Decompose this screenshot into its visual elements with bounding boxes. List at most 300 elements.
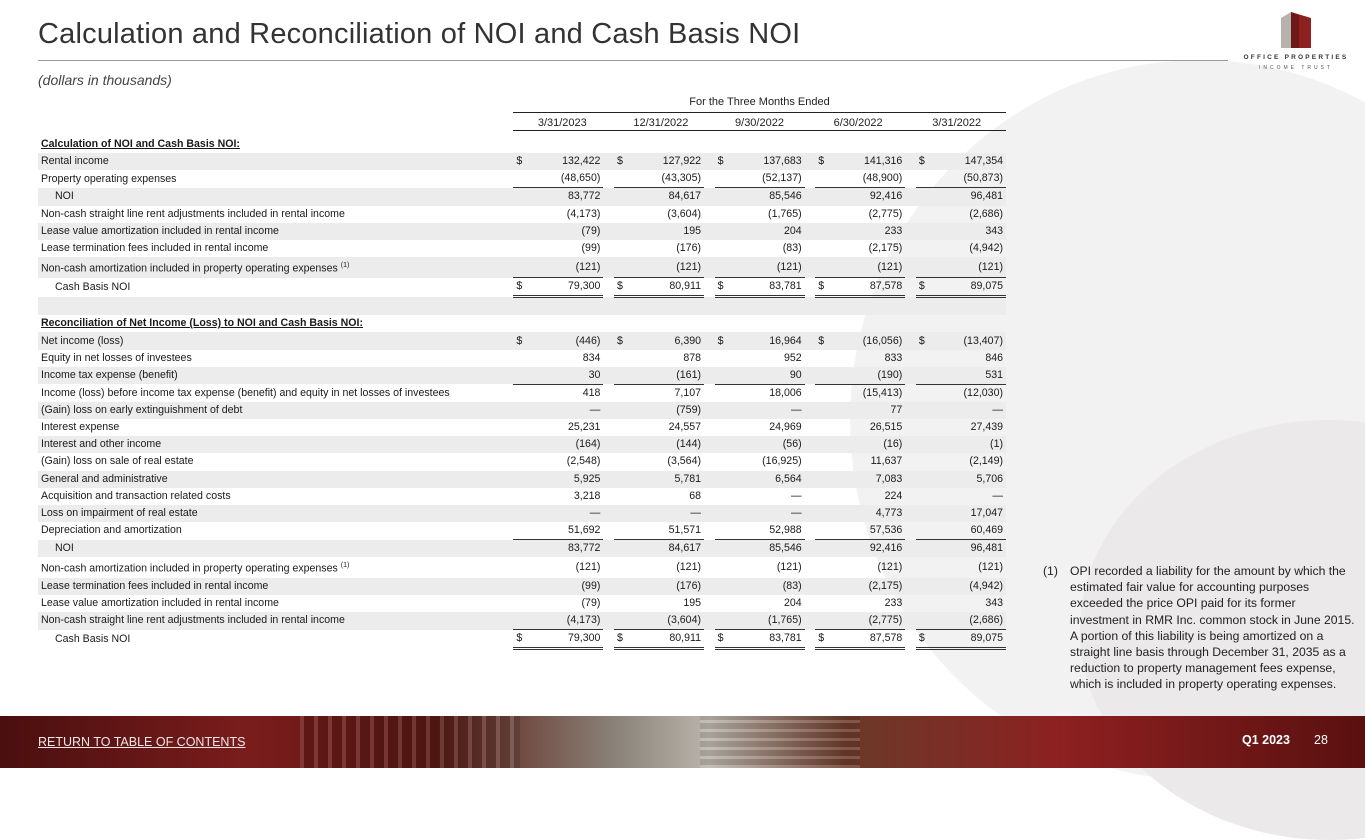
section-header-row [38,315,1006,332]
cell-value: 52,988 [769,524,802,537]
currency-symbol [916,522,931,540]
cell-value: (161) [629,367,704,385]
currency-symbol: $ [916,278,931,297]
cell-value: 30 [528,367,603,385]
row-label-text: Lease termination fees included in rental income [41,579,269,592]
cell-value: 195 [629,223,704,240]
table-row [38,153,1006,170]
row-label [38,350,503,367]
cell-value: 4,773 [830,505,905,522]
currency-symbol: $ [513,153,528,170]
currency-symbol [715,595,730,612]
cell-value: 127,922 [629,153,704,170]
cell-value: — [730,505,805,522]
cell-value: (3,604) [629,612,704,630]
currency-symbol [815,297,830,316]
currency-symbol [916,223,931,240]
currency-symbol [815,612,830,630]
currency-symbol [513,557,528,578]
row-label [38,188,503,206]
row-label-text: Lease termination fees included in rental income [41,241,269,254]
page-title: Calculation and Reconciliation of NOI and Cash Basis NOI [38,18,801,50]
currency-symbol [614,350,629,367]
cell-value: (121) [676,561,701,574]
currency-symbol [916,453,931,470]
cell-value: (13,407) [931,332,1006,349]
table-row [38,488,1006,505]
currency-symbol [916,505,931,522]
cell-value: (4,942) [931,578,1006,595]
cell-value: 79,300 [528,278,603,297]
currency-symbol [513,436,528,453]
currency-symbol [614,557,629,578]
cell-value: (121) [877,561,903,574]
cell-value: 96,481 [931,188,1006,206]
currency-symbol [715,402,730,419]
currency-symbol [715,488,730,505]
currency-symbol [916,612,931,630]
row-label [38,488,503,505]
currency-symbol [614,453,629,470]
currency-symbol [815,540,830,558]
table-row [38,402,1006,419]
currency-symbol [715,612,730,630]
row-label-text: Property operating expenses [41,172,177,185]
cell-value: 83,781 [730,630,805,649]
cell-value: (144) [629,436,704,453]
cell-value: (190) [830,367,905,385]
column-header: 3/31/2022 [932,117,982,129]
currency-symbol [815,436,830,453]
footnote-number: (1) [1043,564,1058,578]
row-label-text: Non-cash amortization included in property operating expenses [41,562,338,575]
table-row [38,332,1006,349]
cell-value: (48,650) [560,172,601,185]
currency-symbol [916,419,931,436]
currency-symbol [815,170,830,188]
cell-value [931,136,1006,153]
currency-symbol [614,206,629,223]
footnote-ref: (1) [340,562,350,570]
currency-symbol [715,453,730,470]
table-row [38,278,1006,297]
cell-value: 224 [884,489,903,502]
cell-value: 7,083 [830,471,905,488]
cell-value: 343 [985,597,1003,609]
cell-value: (3,564) [667,455,701,468]
table-row [38,367,1006,385]
row-label [38,136,503,153]
currency-symbol [815,522,830,540]
currency-symbol [513,384,528,402]
row-label [38,453,503,470]
table-row [38,419,1006,436]
currency-symbol [614,578,629,595]
cell-value: (3,604) [667,207,701,220]
currency-symbol [815,402,830,419]
currency-symbol [614,188,629,206]
cell-value: (2,149) [969,455,1003,468]
row-label [38,367,503,385]
cell-value: 7,107 [629,384,704,402]
currency-symbol [715,540,730,558]
currency-symbol: $ [614,153,629,170]
currency-symbol [815,367,830,385]
currency-symbol: $ [815,278,830,297]
row-label [38,540,503,558]
row-label-text: Loss on impairment of real estate [41,506,198,519]
cell-value: (16,056) [830,332,905,349]
cell-value: (2,175) [868,241,903,254]
currency-symbol [614,522,629,540]
column-header: 3/31/2023 [537,117,587,129]
cell-value: (50,873) [963,172,1003,185]
cell-value [830,136,905,153]
currency-symbol [715,297,730,316]
currency-symbol [815,206,830,223]
row-label [38,612,503,630]
table-row [38,384,1006,402]
cell-value: 51,571 [668,524,701,537]
table-row [38,188,1006,206]
cell-value: (121) [528,257,603,278]
cell-value [830,315,905,332]
currency-symbol: $ [614,278,629,297]
cell-value: (79) [581,597,601,609]
cell-value: (52,137) [762,172,802,185]
cell-value: 51,692 [567,524,601,537]
currency-symbol [614,240,629,257]
cell-value [528,315,603,332]
cell-value: (4,173) [566,207,601,220]
currency-symbol [916,315,931,332]
table-row [38,557,1006,578]
cell-value: (83) [782,241,802,254]
cell-value: (83) [730,578,805,595]
cell-value: (121) [978,561,1003,574]
cell-value: 3,218 [573,489,601,502]
cell-value: (4,942) [969,241,1003,254]
currency-symbol [815,557,830,578]
currency-symbol [513,612,528,630]
table-row [38,297,1006,316]
row-label [38,240,503,257]
cell-value: 195 [683,597,701,609]
currency-symbol [715,188,730,206]
cell-value: 17,047 [931,505,1006,522]
table-row [38,240,1006,257]
row-label-text: Acquisition and transaction related costs [41,489,231,502]
row-label-text: Reconciliation of Net Income (Loss) to NOI and Cash Basis NOI: [41,317,363,330]
table-row [38,578,1006,595]
row-label [38,471,503,488]
cell-value: (176) [676,241,701,254]
return-to-toc-link[interactable]: RETURN TO TABLE OF CONTENTS [38,735,246,749]
currency-symbol [715,315,730,332]
row-label [38,278,503,297]
cell-value: 83,772 [528,540,603,558]
cell-value [730,297,805,316]
currency-symbol [715,170,730,188]
currency-symbol [513,170,528,188]
cell-value: (1,765) [730,612,805,630]
cell-value: 5,781 [629,471,704,488]
footnote-text: OPI recorded a liability for the amount by which the estimated fair value for accounting purposes exceeded the price OPI paid for its former investment in RMR Inc. common stock in June 2015. A portion of this liability is being amortized on a straight line basis through December 31, 2035 as a reduction to property management fees expense, which is included in property operating expenses. [1070,564,1355,692]
row-label [38,522,503,540]
cell-value: 6,390 [629,332,704,349]
currency-symbol: $ [715,332,730,349]
currency-symbol [614,136,629,153]
row-label-text: Income (loss) before income tax expense (benefit) and equity in net losses of investees [41,386,450,399]
cell-value: (446) [528,332,603,349]
currency-symbol [513,297,528,316]
currency-symbol [715,223,730,240]
title-divider [38,60,1228,61]
row-label [38,384,503,402]
currency-symbol [715,419,730,436]
column-headers [513,115,1006,131]
currency-symbol [513,315,528,332]
currency-symbol [715,206,730,223]
cell-value: 16,964 [730,332,805,349]
currency-symbol: $ [815,630,830,649]
currency-symbol [715,522,730,540]
currency-symbol [715,436,730,453]
cell-value: 89,075 [931,278,1006,297]
row-label [38,315,503,332]
cell-value: 141,316 [830,153,905,170]
currency-symbol [815,384,830,402]
currency-symbol: $ [916,630,931,649]
cell-value: (2,775) [868,207,903,220]
row-label-text: NOI [55,541,74,554]
row-label-text: Cash Basis NOI [55,632,131,645]
currency-symbol [513,505,528,522]
cell-value: (15,413) [830,384,905,402]
cell-value: 233 [830,223,905,240]
row-label-text: Interest expense [41,421,120,434]
footer-texture [300,716,520,768]
table-row [38,471,1006,488]
cell-value: 5,706 [931,471,1006,488]
currency-symbol [916,595,931,612]
table-row [38,223,1006,240]
cell-value: 878 [683,351,701,364]
cell-value: 343 [931,223,1006,240]
column-header: 6/30/2022 [833,117,883,129]
currency-symbol [815,488,830,505]
currency-symbol [513,136,528,153]
currency-symbol [513,223,528,240]
currency-symbol [614,384,629,402]
cell-value: — [992,489,1003,502]
currency-symbol [916,240,931,257]
currency-symbol: $ [815,332,830,349]
cell-value: (99) [581,241,601,254]
currency-symbol [513,240,528,257]
cell-value: 83,781 [730,278,805,297]
currency-symbol: $ [916,332,931,349]
cell-value: 80,911 [629,278,704,297]
row-label [38,297,503,316]
row-label-text: (Gain) loss on sale of real estate [41,455,194,468]
currency-symbol [815,223,830,240]
cell-value: 92,416 [830,188,905,206]
currency-symbol [715,257,730,278]
currency-symbol [614,419,629,436]
footnote-ref: (1) [340,261,350,269]
row-label [38,332,503,349]
row-label-text: General and administrative [41,472,168,485]
currency-symbol [916,206,931,223]
currency-symbol: $ [614,630,629,649]
currency-symbol [815,471,830,488]
currency-symbol [614,170,629,188]
cell-value: 85,546 [730,540,805,558]
cell-value: 137,683 [730,153,805,170]
cell-value: 83,772 [528,188,603,206]
currency-symbol [916,188,931,206]
currency-symbol [513,522,528,540]
cell-value: 92,416 [830,540,905,558]
currency-symbol [614,505,629,522]
currency-symbol [815,578,830,595]
currency-symbol [513,206,528,223]
currency-symbol [715,471,730,488]
row-label-text: Income tax expense (benefit) [41,369,178,382]
cell-value: 26,515 [869,421,903,434]
cell-value: — [931,402,1006,419]
cell-value: 85,546 [730,188,805,206]
column-header: 9/30/2022 [735,117,784,129]
table-row [38,595,1006,612]
row-label-text: Rental income [41,155,109,168]
table-row [38,522,1006,540]
currency-symbol [815,240,830,257]
currency-symbol [614,612,629,630]
cell-value: 846 [985,351,1003,364]
cell-value: (121) [575,561,601,574]
currency-symbol [815,419,830,436]
currency-symbol [614,297,629,316]
row-label [38,170,503,188]
cell-value: 834 [582,351,601,364]
currency-symbol [815,595,830,612]
currency-symbol [513,367,528,385]
cell-value [528,136,603,153]
cell-value: (121) [730,257,805,278]
cell-value: 60,469 [970,524,1003,537]
currency-symbol [614,488,629,505]
currency-symbol [614,367,629,385]
cell-value: (12,030) [931,384,1006,402]
currency-symbol [815,505,830,522]
row-label [38,557,503,578]
currency-symbol [916,557,931,578]
cell-value: 18,006 [730,384,805,402]
row-label-text: (Gain) loss on early extinguishment of debt [41,404,243,417]
cell-value: 87,578 [830,278,905,297]
currency-symbol [614,315,629,332]
cell-value [629,297,704,316]
currency-symbol [513,350,528,367]
row-label-text: Non-cash straight line rent adjustments included in rental income [41,614,345,627]
row-label [38,436,503,453]
currency-symbol [715,136,730,153]
currency-symbol [513,419,528,436]
table-row [38,612,1006,630]
cell-value [931,297,1006,316]
cell-value: (99) [528,578,603,595]
cell-value: (2,686) [969,207,1003,220]
cell-value: (79) [528,223,603,240]
cell-value: (16,925) [762,455,802,468]
currency-symbol [815,136,830,153]
cell-value: 833 [884,351,903,364]
cell-value: 24,969 [769,421,802,434]
cell-value: (759) [629,402,704,419]
cell-value: 84,617 [629,540,704,558]
currency-symbol [513,257,528,278]
cell-value: 204 [783,597,802,609]
cell-value: 90 [730,367,805,385]
cell-value: (2,775) [830,612,905,630]
cell-value: 79,300 [528,630,603,649]
currency-symbol [916,488,931,505]
table-row [38,170,1006,188]
currency-symbol [614,595,629,612]
cell-value: (121) [629,257,704,278]
quarter-label: Q1 2023 [1242,733,1290,747]
currency-symbol [916,578,931,595]
cell-value: (164) [528,436,603,453]
cell-value: 233 [884,597,903,609]
table-row [38,206,1006,223]
currency-symbol [815,350,830,367]
table-row [38,630,1006,649]
currency-symbol: $ [513,278,528,297]
period-header: For the Three Months Ended [513,96,1006,113]
currency-symbol [815,188,830,206]
cell-value: 24,557 [668,421,701,434]
cell-value: 132,422 [528,153,603,170]
currency-symbol [815,257,830,278]
column-header: 12/31/2022 [633,117,689,129]
cell-value: — [528,505,603,522]
currency-symbol [513,595,528,612]
currency-symbol: $ [513,332,528,349]
cell-value: 27,439 [970,421,1003,434]
logo-mark-icon [1281,12,1311,48]
cell-value: — [791,489,802,502]
currency-symbol [513,471,528,488]
cell-value [730,315,805,332]
row-label [38,257,503,278]
currency-symbol [715,578,730,595]
currency-symbol [614,257,629,278]
units-note: (dollars in thousands) [38,72,172,88]
cell-value: 89,075 [931,630,1006,649]
currency-symbol [916,367,931,385]
cell-value: (121) [931,257,1006,278]
currency-symbol [715,367,730,385]
row-label-text: Interest and other income [41,438,162,451]
currency-symbol [916,170,931,188]
currency-symbol [916,471,931,488]
currency-symbol [916,257,931,278]
row-label [38,595,503,612]
table-row [38,540,1006,558]
